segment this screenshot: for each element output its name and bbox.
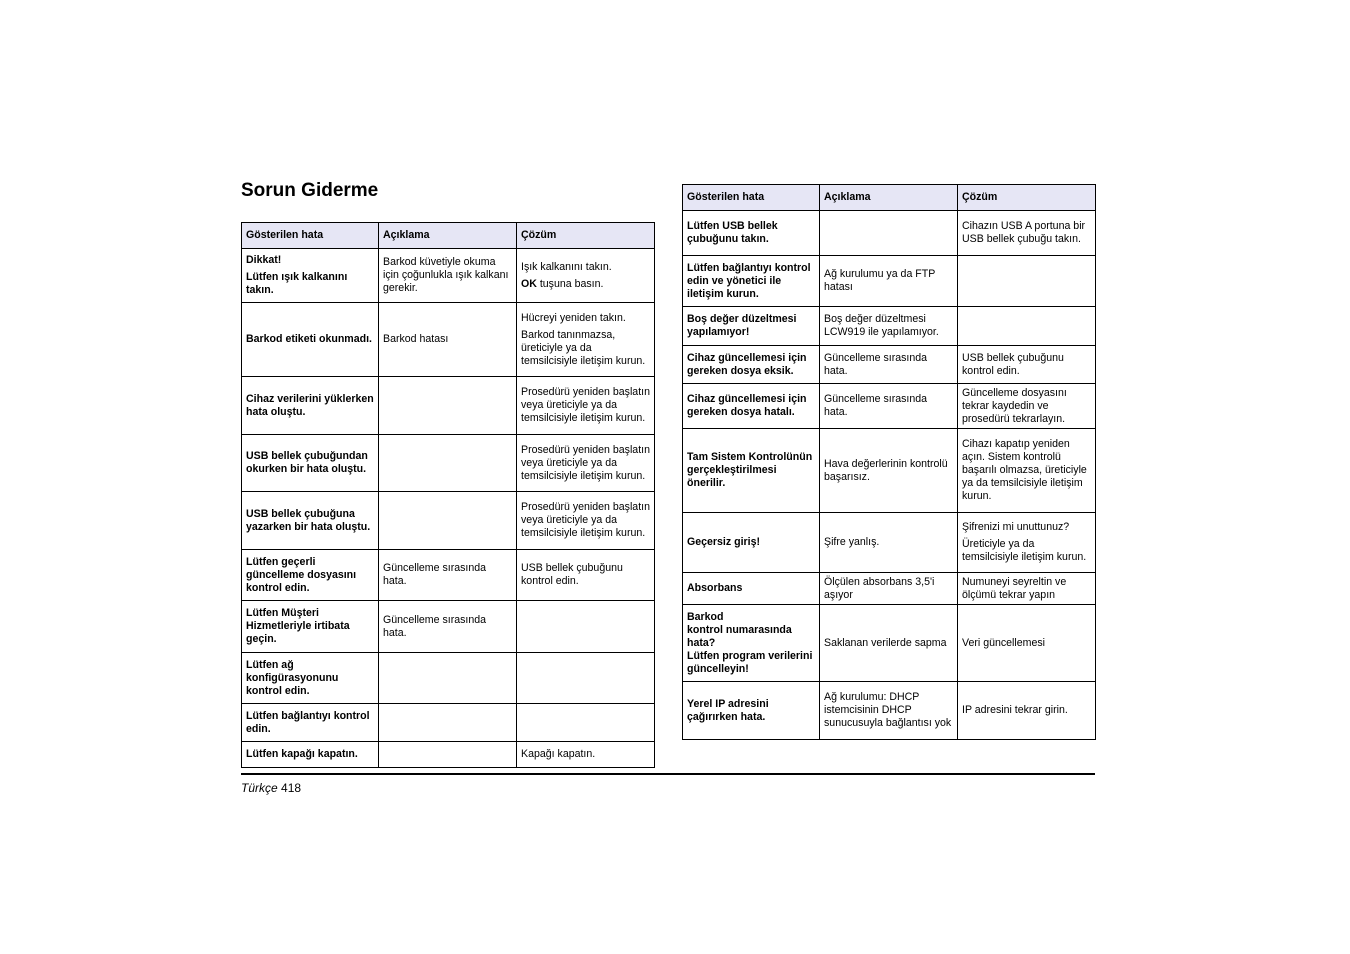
error-cell	[683, 384, 820, 429]
cell-text: Güncelleme sırasında hata.	[383, 613, 487, 639]
cell-text: Cihazı kapatıp yeniden açın. Sistem kontrolü başarılı olmazsa, üreticiyle ya da temsilcisiyle iletişim kurun.	[962, 438, 1087, 502]
description-cell	[379, 492, 517, 550]
header-solution: Çözüm	[958, 185, 1096, 211]
cell-text: Güncelleme sırasında hata.	[383, 562, 487, 587]
cell-text: Barkod tanınmazsa, üreticiyle ya da temsilcisiyle iletişim kurun.	[521, 328, 646, 367]
description-cell	[820, 256, 958, 307]
solution-cell	[517, 653, 655, 704]
error-cell	[242, 303, 379, 377]
header-description: Açıklama	[820, 185, 958, 211]
error-cell	[683, 605, 820, 682]
table-row	[242, 303, 655, 377]
cell-text: Hava değerlerinin kontrolü başarısız.	[824, 457, 948, 483]
cell-text: Prosedürü yeniden başlatın veya üreticiyle ya da temsilcisiyle iletişim kurun.	[521, 386, 650, 424]
description-cell	[379, 601, 517, 653]
description-cell	[820, 682, 958, 740]
solution-cell	[958, 256, 1096, 307]
troubleshooting-table-left	[241, 222, 655, 768]
table-row	[242, 704, 655, 742]
error-cell	[683, 573, 820, 605]
cell-text: IP adresini tekrar girin.	[962, 704, 1068, 716]
cell-text: Tam Sistem Kontrolünün gerçekleştirilmesi önerilir.	[687, 451, 813, 489]
description-cell	[379, 303, 517, 377]
description-cell	[820, 429, 958, 513]
solution-cell	[958, 211, 1096, 256]
table-row	[242, 742, 655, 768]
page-title: Sorun Giderme	[241, 180, 379, 201]
solution-cell	[517, 303, 655, 377]
cell-text: Lütfen bağlantıyı kontrol edin ve yönetici ile iletişim kurun.	[687, 261, 811, 300]
cell-text	[521, 278, 650, 291]
description-cell	[820, 211, 958, 256]
error-cell	[242, 249, 379, 303]
key-label: OK	[521, 277, 537, 290]
cell-text: Lütfen ağ konfigürasyonunu kontrol edin.	[246, 658, 339, 697]
cell-text: Boş değer düzeltmesi yapılamıyor!	[687, 313, 797, 338]
table-header-row	[683, 185, 1096, 211]
description-cell	[820, 573, 958, 605]
cell-text: Hücreyi yeniden takın.	[521, 311, 626, 324]
error-cell	[242, 435, 379, 492]
solution-cell	[958, 429, 1096, 513]
cell-text: Kapağı kapatın.	[521, 748, 596, 760]
error-cell	[242, 492, 379, 550]
cell-text: Geçersiz giriş!	[687, 536, 761, 548]
cell-text: Şifre yanlış.	[824, 536, 880, 548]
table-row	[242, 492, 655, 550]
cell-text: Lütfen ışık kalkanını takın.	[246, 271, 348, 296]
cell-text: Barkod hatası	[383, 333, 449, 345]
cell-text: Prosedürü yeniden başlatın veya üreticiyle ya da temsilcisiyle iletişim kurun.	[521, 501, 650, 539]
error-cell	[242, 704, 379, 742]
table-row	[683, 573, 1096, 605]
error-cell	[242, 742, 379, 768]
cell-text: Absorbans	[687, 582, 743, 594]
solution-cell	[958, 513, 1096, 573]
cell-text: Üreticiyle ya da temsilcisiyle iletişim kurun.	[962, 538, 1087, 563]
error-cell	[683, 346, 820, 384]
page-number: 418	[281, 781, 302, 795]
table-row	[242, 550, 655, 601]
description-cell	[379, 550, 517, 601]
description-cell	[379, 704, 517, 742]
error-cell	[242, 601, 379, 653]
cell-text: Ağ kurulumu ya da FTP hatası	[824, 268, 936, 293]
cell-text-suffix: tuşuna basın.	[536, 277, 604, 290]
cell-text: Cihaz verilerini yüklerken hata oluştu.	[246, 392, 374, 418]
description-cell	[820, 384, 958, 429]
solution-cell	[517, 704, 655, 742]
cell-text: Veri güncellemesi	[962, 636, 1046, 649]
table-row	[683, 346, 1096, 384]
cell-text: Numuneyi seyreltin ve ölçümü tekrar yapın	[962, 575, 1067, 601]
error-cell	[683, 256, 820, 307]
solution-cell	[517, 550, 655, 601]
table-row	[242, 377, 655, 435]
solution-cell	[958, 346, 1096, 384]
description-cell	[820, 307, 958, 346]
table-row	[683, 307, 1096, 346]
solution-cell	[958, 605, 1096, 682]
solution-cell	[517, 249, 655, 303]
cell-text: Lütfen bağlantıyı kontrol edin.	[246, 709, 370, 735]
description-cell	[820, 605, 958, 682]
description-cell	[379, 377, 517, 435]
description-cell	[820, 513, 958, 573]
error-cell	[683, 211, 820, 256]
table-row	[242, 601, 655, 653]
table-header-row	[242, 223, 655, 249]
cell-text: USB bellek çubuğundan okurken bir hata oluştu.	[246, 450, 368, 475]
cell-text: Barkod küvetiyle okuma için çoğunlukla ışık kalkanı gerekir.	[383, 256, 509, 294]
cell-text: USB bellek çubuğunu kontrol edin.	[962, 351, 1064, 377]
solution-cell	[517, 601, 655, 653]
cell-text: USB bellek çubuğunu kontrol edin.	[521, 562, 623, 587]
cell-text: Boş değer düzeltmesi LCW919 ile yapılamıyor.	[824, 313, 939, 338]
description-cell	[820, 346, 958, 384]
error-cell	[683, 682, 820, 740]
cell-text: Prosedürü yeniden başlatın veya üreticiyle ya da temsilcisiyle iletişim kurun.	[521, 443, 650, 482]
description-cell	[379, 653, 517, 704]
footer-language: Türkçe	[241, 781, 278, 795]
description-cell	[379, 249, 517, 303]
table-row	[242, 249, 655, 303]
cell-text: Ölçülen absorbans 3,5'i aşıyor	[824, 575, 935, 601]
header-error: Gösterilen hata	[683, 185, 820, 211]
table-row	[683, 256, 1096, 307]
table-row	[683, 384, 1096, 429]
table-row	[242, 653, 655, 704]
table-row	[683, 682, 1096, 740]
cell-text: Şifrenizi mi unuttunuz?	[962, 521, 1070, 533]
header-solution: Çözüm	[517, 223, 655, 249]
solution-cell	[958, 384, 1096, 429]
solution-cell	[958, 573, 1096, 605]
cell-text: Cihaz güncellemesi için gereken dosya eksik.	[687, 351, 807, 377]
cell-text: Barkod etiketi okunmadı.	[246, 333, 372, 345]
cell-text: Lütfen geçerli güncelleme dosyasını kontrol edin.	[246, 555, 357, 594]
solution-cell	[517, 492, 655, 550]
cell-text: Lütfen USB bellek çubuğunu takın.	[687, 220, 778, 245]
error-cell	[242, 377, 379, 435]
cell-text: Lütfen kapağı kapatın.	[246, 748, 358, 760]
description-cell	[379, 742, 517, 768]
cell-text: Cihazın USB A portuna bir USB bellek çubuğu takın.	[962, 220, 1086, 245]
error-cell	[242, 550, 379, 601]
table-row	[683, 513, 1096, 573]
solution-cell	[517, 435, 655, 492]
solution-cell	[958, 682, 1096, 740]
solution-cell	[517, 742, 655, 768]
table-row	[683, 429, 1096, 513]
cell-text: Yerel IP adresini çağırırken hata.	[687, 697, 769, 723]
error-cell	[683, 307, 820, 346]
error-cell	[683, 513, 820, 573]
cell-text: Güncelleme sırasında hata.	[824, 351, 928, 377]
header-description: Açıklama	[379, 223, 517, 249]
cell-text: Barkod kontrol numarasında hata? Lütfen program verilerini güncelleyin!	[687, 610, 813, 675]
table-row	[683, 211, 1096, 256]
page-footer	[241, 781, 301, 795]
cell-text: Ağ kurulumu: DHCP istemcisinin DHCP sunucusuyla bağlantısı yok	[824, 691, 952, 729]
cell-text: Güncelleme dosyasını tekrar kaydedin ve prosedürü tekrarlayın.	[962, 386, 1067, 425]
solution-cell	[517, 377, 655, 435]
cell-text: Lütfen Müşteri Hizmetleriyle irtibata geçin.	[246, 607, 350, 645]
error-cell	[683, 429, 820, 513]
description-cell	[379, 435, 517, 492]
header-error: Gösterilen hata	[242, 223, 379, 249]
cell-text: Güncelleme sırasında hata.	[824, 393, 928, 418]
error-cell	[242, 653, 379, 704]
cell-text: Cihaz güncellemesi için gereken dosya hatalı.	[687, 393, 807, 418]
cell-text: Saklanan verilerde sapma	[824, 636, 947, 649]
table-row	[683, 605, 1096, 682]
table-row	[242, 435, 655, 492]
cell-text: USB bellek çubuğuna yazarken bir hata oluştu.	[246, 507, 371, 533]
cell-text: Dikkat!	[246, 254, 282, 266]
troubleshooting-table-right	[682, 184, 1096, 740]
footer-rule	[241, 773, 1095, 775]
solution-cell	[958, 307, 1096, 346]
cell-text: Işık kalkanını takın.	[521, 260, 612, 273]
